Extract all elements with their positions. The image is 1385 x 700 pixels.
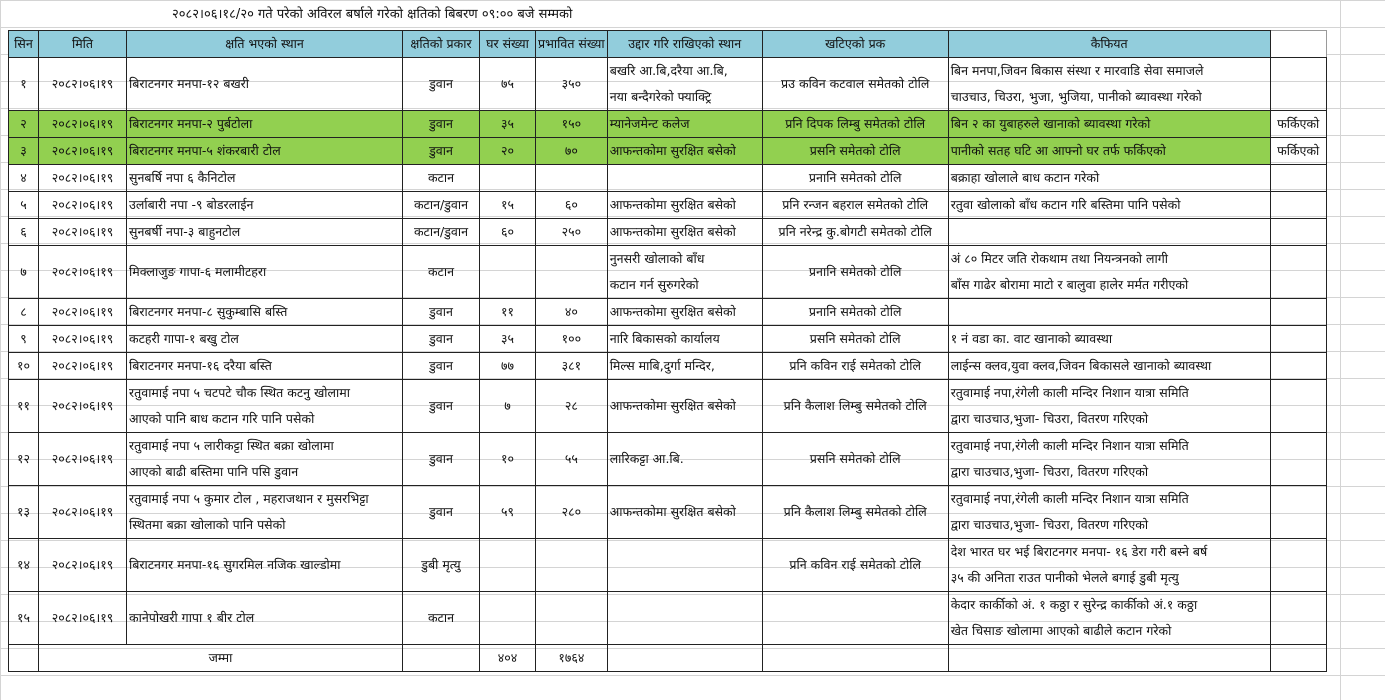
table-row <box>9 111 1327 138</box>
cell-place-line: रतुवामाई नपा ५ चटपटे चौक स्थित कटनु खोलामा <box>129 385 350 400</box>
cell-affected[interactable]: १५० <box>536 111 608 138</box>
table-row <box>9 58 1327 111</box>
cell-affected[interactable]: २५० <box>536 219 608 246</box>
cell-extra[interactable] <box>1270 592 1326 645</box>
table-row <box>9 539 1327 592</box>
cell-extra[interactable] <box>1270 219 1326 246</box>
cell-remarks[interactable] <box>948 165 1270 192</box>
cell-place[interactable] <box>127 326 403 353</box>
cell-houses[interactable]: ७ <box>480 380 536 433</box>
cell-place[interactable] <box>127 380 403 433</box>
cell-affected[interactable]: ४० <box>536 299 608 326</box>
header-rescue[interactable]: उद्दार गरि राखिएको स्थान <box>607 31 762 58</box>
cell-affected[interactable]: ३८१ <box>536 353 608 380</box>
cell-rescue[interactable] <box>607 219 762 246</box>
cell-rescue-line: आफन्तकोमा सुरक्षित बसेको <box>609 304 736 319</box>
cell-rescue[interactable] <box>607 353 762 380</box>
cell-rescue-line: कटान गर्न सुरुगरेको <box>609 277 699 292</box>
cell-team[interactable]: प्रसनि समेतको टोलि <box>762 138 948 165</box>
header-affected[interactable]: प्रभावित संख्या <box>536 31 608 58</box>
cell-houses[interactable] <box>480 539 536 592</box>
cell-date[interactable]: २०८२।०६।१९ <box>39 219 127 246</box>
cell-type[interactable]: डुवान <box>403 486 480 539</box>
cell-houses[interactable]: ३५ <box>480 111 536 138</box>
cell-team[interactable]: प्रनानि समेतको टोलि <box>762 299 948 326</box>
cell-extra[interactable] <box>1270 380 1326 433</box>
cell-date[interactable]: २०८२।०६।१९ <box>39 299 127 326</box>
cell-remarks-line: बिन मनपा,जिवन बिकास संस्था र मारवाडि सेवा समाजले <box>950 63 1204 78</box>
cell-rescue[interactable] <box>607 380 762 433</box>
cell-remarks-line: खेत चिसाङ खोलामा आएको बाढीले कटान गरेको <box>950 623 1172 638</box>
total-affected[interactable]: १७६४ <box>536 645 608 672</box>
cell-place[interactable] <box>127 58 403 111</box>
cell-place[interactable] <box>127 192 403 219</box>
total-cell-type[interactable] <box>403 645 480 672</box>
cell-extra[interactable] <box>1270 192 1326 219</box>
table-row <box>9 138 1327 165</box>
cell-date[interactable]: २०८२।०६।१९ <box>39 111 127 138</box>
cell-date[interactable]: २०८२।०६।१९ <box>39 246 127 299</box>
cell-extra[interactable] <box>1270 58 1326 111</box>
cell-place[interactable] <box>127 246 403 299</box>
table-row <box>9 326 1327 353</box>
cell-houses[interactable]: ७५ <box>480 58 536 111</box>
cell-place[interactable] <box>127 111 403 138</box>
cell-place-line: कानेपोखरी गापा १ बीर टोल <box>129 610 255 625</box>
table-row <box>9 380 1327 433</box>
header-houses[interactable]: घर संख्या <box>480 31 536 58</box>
cell-rescue[interactable] <box>607 58 762 111</box>
cell-remarks[interactable] <box>948 111 1270 138</box>
cell-rescue-line: मिल्स माबि,दुर्गा मन्दिर, <box>609 358 715 373</box>
cell-remarks-line: पानीको सतह घटि आ आफ्नो घर तर्फ फर्किएको <box>950 143 1166 158</box>
total-cell-extra[interactable] <box>1270 645 1326 672</box>
cell-type[interactable]: डुवान <box>403 138 480 165</box>
sheet-title[interactable]: २०८२।०६।१८/२० गते परेको अविरल बर्षाले गरेको क्षतिको बिबरण ०९:०० बजे सम्मको <box>172 7 573 22</box>
cell-remarks[interactable] <box>948 192 1270 219</box>
cell-team[interactable]: प्रनि नरेन्द्र कु.बोगटी समेतको टोलि <box>762 219 948 246</box>
cell-date[interactable]: २०८२।०६।१९ <box>39 58 127 111</box>
cell-remarks[interactable] <box>948 138 1270 165</box>
total-cell-rescue[interactable] <box>607 645 762 672</box>
cell-houses[interactable]: १५ <box>480 192 536 219</box>
cell-extra[interactable] <box>1270 165 1326 192</box>
cell-type[interactable]: डुवान <box>403 353 480 380</box>
cell-rescue[interactable] <box>607 246 762 299</box>
cell-place[interactable] <box>127 486 403 539</box>
cell-team[interactable]: प्रसनि समेतको टोलि <box>762 326 948 353</box>
cell-extra[interactable]: फर्किएको <box>1270 138 1326 165</box>
table-row <box>9 353 1327 380</box>
cell-team[interactable]: प्रनि रन्जन बहराल समेतको टोलि <box>762 192 948 219</box>
cell-place[interactable] <box>127 353 403 380</box>
cell-rescue-line: बखरि आ.बि,दरैया आ.बि, <box>609 63 728 78</box>
cell-remarks-line: बिन २ का युबाहरुले खानाको ब्यावस्था गरेको <box>950 116 1151 131</box>
cell-houses[interactable]: २० <box>480 138 536 165</box>
cell-remarks-line: द्वारा चाउचाउ,भुजा- चिउरा, वितरण गरिएको <box>950 464 1149 479</box>
cell-extra[interactable] <box>1270 539 1326 592</box>
cell-team[interactable] <box>762 592 948 645</box>
cell-remarks-line: अं ८० मिटर जति रोकथाम तथा नियन्त्रनको लागी <box>950 251 1168 266</box>
cell-rescue-line: नया बन्दैगरेको फ्याक्ट्रि <box>609 89 712 104</box>
table-row <box>9 299 1327 326</box>
cell-affected[interactable] <box>536 539 608 592</box>
cell-remarks-line: द्वारा चाउचाउ,भुजा- चिउरा, वितरण गरिएको <box>950 517 1149 532</box>
cell-remarks-line: १ नं वडा का. वाट खानाको ब्यावस्था <box>950 331 1113 346</box>
cell-place[interactable] <box>127 219 403 246</box>
cell-place-line: बिराटनगर मनपा-५ शंकरबारी टोल <box>129 143 281 158</box>
cell-rescue[interactable] <box>607 192 762 219</box>
cell-rescue[interactable] <box>607 299 762 326</box>
cell-date[interactable]: २०८२।०६।१९ <box>39 138 127 165</box>
header-team[interactable]: खटिएको प्रक <box>762 31 948 58</box>
cell-team[interactable]: प्रनि कैलाश लिम्बु समेतको टोलि <box>762 486 948 539</box>
cell-remarks[interactable] <box>948 592 1270 645</box>
cell-remarks[interactable] <box>948 486 1270 539</box>
cell-extra[interactable] <box>1270 433 1326 486</box>
cell-remarks[interactable] <box>948 380 1270 433</box>
cell-affected[interactable]: ३५० <box>536 58 608 111</box>
cell-team[interactable]: प्रनि दिपक लिम्बु समेतको टोलि <box>762 111 948 138</box>
cell-remarks[interactable] <box>948 246 1270 299</box>
cell-rescue-line: आफन्तकोमा सुरक्षित बसेको <box>609 197 736 212</box>
table-row <box>9 219 1327 246</box>
cell-team[interactable]: प्रनानि समेतको टोलि <box>762 246 948 299</box>
cell-extra[interactable] <box>1270 326 1326 353</box>
cell-place-line: आएको पानि बाध कटान गरि पानि पसेको <box>129 411 315 426</box>
cell-houses[interactable]: ६० <box>480 219 536 246</box>
cell-rescue[interactable] <box>607 165 762 192</box>
table-row <box>9 246 1327 299</box>
cell-date[interactable]: २०८२।०६।१९ <box>39 433 127 486</box>
cell-place[interactable] <box>127 138 403 165</box>
cell-type[interactable]: डुबी मृत्यु <box>403 539 480 592</box>
cell-extra[interactable] <box>1270 246 1326 299</box>
cell-date[interactable]: २०८२।०६।१९ <box>39 539 127 592</box>
cell-extra[interactable] <box>1270 353 1326 380</box>
cell-place-line: उर्लाबारी नपा -९ बोडरलाईन <box>129 197 254 212</box>
cell-date[interactable]: २०८२।०६।१९ <box>39 380 127 433</box>
table-row <box>9 433 1327 486</box>
cell-type[interactable]: कटान <box>403 592 480 645</box>
cell-affected[interactable] <box>536 165 608 192</box>
cell-date[interactable]: २०८२।०६।१९ <box>39 486 127 539</box>
cell-type[interactable]: डुवान <box>403 299 480 326</box>
cell-place-line: सुनबर्षी नपा-३ बाहुनटोल <box>129 224 241 239</box>
cell-sn[interactable]: ९ <box>9 326 39 353</box>
cell-rescue[interactable] <box>607 539 762 592</box>
cell-remarks[interactable] <box>948 219 1270 246</box>
cell-affected[interactable]: ६० <box>536 192 608 219</box>
cell-remarks-line: रतुवा खोलाको बाँध कटान गरि बस्तिमा पानि पसेको <box>950 197 1181 212</box>
cell-rescue[interactable] <box>607 433 762 486</box>
cell-extra[interactable] <box>1270 299 1326 326</box>
cell-type[interactable]: कटान <box>403 165 480 192</box>
total-row <box>9 645 1327 672</box>
header-type[interactable]: क्षतिको प्रकार <box>403 31 480 58</box>
cell-type[interactable]: कटान/डुवान <box>403 192 480 219</box>
cell-sn[interactable]: ४ <box>9 165 39 192</box>
cell-type[interactable]: डुवान <box>403 58 480 111</box>
cell-remarks-line: द्वारा चाउचाउ,भुजा- चिउरा, वितरण गरिएको <box>950 411 1149 426</box>
cell-team[interactable]: प्रनि कविन राई समेतको टोलि <box>762 539 948 592</box>
cell-extra[interactable]: फर्किएको <box>1270 111 1326 138</box>
cell-date[interactable]: २०८२।०६।१९ <box>39 592 127 645</box>
cell-type[interactable]: डुवान <box>403 433 480 486</box>
cell-rescue-line: आफन्तकोमा सुरक्षित बसेको <box>609 504 736 519</box>
cell-place-line: सुनबर्षि नपा ६ कैनिटोल <box>129 170 236 185</box>
total-houses[interactable]: ४०४ <box>480 645 536 672</box>
cell-place-line: मिक्लाजुङ गापा-६ मलामीटहरा <box>129 264 267 279</box>
cell-sn[interactable]: १ <box>9 58 39 111</box>
cell-date[interactable]: २०८२।०६।१९ <box>39 326 127 353</box>
cell-place[interactable] <box>127 539 403 592</box>
cell-place-line: रतुवामाई नपा ५ लारीकट्टा स्थित बक्रा खोलामा <box>129 438 334 453</box>
cell-place-line: बिराटनगर मनपा-१६ सुगरमिल नजिक खाल्डोमा <box>129 557 341 572</box>
cell-sn[interactable]: १४ <box>9 539 39 592</box>
header-place[interactable]: क्षति भएको स्थान <box>127 31 403 58</box>
cell-affected[interactable]: २८ <box>536 380 608 433</box>
table-row <box>9 486 1327 539</box>
cell-rescue[interactable] <box>607 326 762 353</box>
cell-place-line: बिराटनगर मनपा-२ पुर्बटोला <box>129 116 253 131</box>
table-row <box>9 592 1327 645</box>
cell-type[interactable]: डुवान <box>403 326 480 353</box>
cell-remarks-line: लाईन्स क्लव,युवा क्लव,जिवन बिकासले खानाको ब्यावस्था <box>950 358 1212 373</box>
cell-date[interactable]: २०८२।०६।१९ <box>39 165 127 192</box>
cell-remarks-line: रतुवामाई नपा,रंगेली काली मन्दिर निशान यात्रा समिति <box>950 385 1189 400</box>
cell-place[interactable] <box>127 165 403 192</box>
cell-houses[interactable]: १० <box>480 433 536 486</box>
cell-place-line: रतुवामाई नपा ५ कुमार टोल , महराजथान र मुसरभिट्टा <box>129 491 369 506</box>
cell-houses[interactable]: ५९ <box>480 486 536 539</box>
cell-sn[interactable]: १५ <box>9 592 39 645</box>
cell-place[interactable] <box>127 299 403 326</box>
cell-affected[interactable] <box>536 246 608 299</box>
cell-sn[interactable]: १० <box>9 353 39 380</box>
table-row <box>9 192 1327 219</box>
cell-sn[interactable]: १३ <box>9 486 39 539</box>
cell-remarks[interactable] <box>948 326 1270 353</box>
header-empty[interactable] <box>1270 31 1326 58</box>
cell-houses[interactable]: ११ <box>480 299 536 326</box>
cell-sn[interactable]: २ <box>9 111 39 138</box>
cell-place-line: बिराटनगर मनपा-८ सुकुम्बासि बस्ति <box>129 304 288 319</box>
damage-report-table <box>8 30 1327 672</box>
cell-place-line: कटहरी गापा-१ बखु टोल <box>129 331 239 346</box>
cell-rescue-line: नारि बिकासको कार्यालय <box>609 331 720 346</box>
total-cell-remarks[interactable] <box>948 645 1270 672</box>
cell-remarks-line: चाउचाउ, चिउरा, भुजा, भुजिया, पानीको ब्यावस्था गरेको <box>950 89 1202 104</box>
cell-remarks[interactable] <box>948 539 1270 592</box>
cell-houses[interactable] <box>480 246 536 299</box>
cell-rescue-line: आफन्तकोमा सुरक्षित बसेको <box>609 143 736 158</box>
cell-sn[interactable]: ६ <box>9 219 39 246</box>
cell-rescue[interactable] <box>607 111 762 138</box>
cell-affected[interactable] <box>536 592 608 645</box>
cell-remarks-line: ३५ की अनिता राउत पानीको भेलले बगाई डुबी मृत्यु <box>950 570 1179 585</box>
table-body <box>9 58 1327 645</box>
total-cell-team[interactable] <box>762 645 948 672</box>
cell-date[interactable]: २०८२।०६।१९ <box>39 353 127 380</box>
cell-remarks-line: बाँस गाढेर बोरामा माटो र बालुवा हालेर मर्मत गरीएको <box>950 277 1189 292</box>
header-remarks[interactable]: कैफियत <box>948 31 1270 58</box>
cell-sn[interactable]: १२ <box>9 433 39 486</box>
total-cell-sn[interactable] <box>9 645 39 672</box>
sheet-title-row <box>0 4 1385 26</box>
cell-houses[interactable] <box>480 592 536 645</box>
cell-team[interactable]: प्रनि कविन राई समेतको टोलि <box>762 353 948 380</box>
cell-place[interactable] <box>127 433 403 486</box>
cell-affected[interactable]: २८० <box>536 486 608 539</box>
cell-rescue[interactable] <box>607 486 762 539</box>
cell-place-line: आएको बाढी बस्तिमा पानि पसि डुवान <box>129 464 299 479</box>
cell-rescue-line: नुनसरी खोलाको बाँध <box>609 251 705 266</box>
cell-remarks-line: केदार कार्कीको अं. १ कठ्ठा र सुरेन्द्र कार्कीको अं.१ कठ्ठा <box>950 597 1198 612</box>
cell-rescue[interactable] <box>607 138 762 165</box>
header-date[interactable]: मिति <box>39 31 127 58</box>
header-sn[interactable]: सिन <box>9 31 39 58</box>
cell-affected[interactable]: १०० <box>536 326 608 353</box>
cell-extra[interactable] <box>1270 486 1326 539</box>
cell-type[interactable]: डुवान <box>403 111 480 138</box>
cell-remarks-line: बक्राहा खोलाले बाध कटान गरेको <box>950 170 1100 185</box>
total-label[interactable]: जम्मा <box>39 645 403 672</box>
cell-remarks-line: देश भारत घर भई बिराटनगर मनपा- १६ डेरा गरी बस्ने बर्ष <box>950 544 1208 559</box>
cell-date[interactable]: २०८२।०६।१९ <box>39 192 127 219</box>
cell-sn[interactable]: ५ <box>9 192 39 219</box>
cell-place-line: बिराटनगर मनपा-१२ बखरी <box>129 76 250 91</box>
cell-remarks-line: रतुवामाई नपा,रंगेली काली मन्दिर निशान यात्रा समिति <box>950 438 1189 453</box>
cell-rescue-line: लारिकट्टा आ.बि. <box>609 451 684 466</box>
cell-type[interactable]: डुवान <box>403 380 480 433</box>
cell-houses[interactable] <box>480 165 536 192</box>
cell-sn[interactable]: ७ <box>9 246 39 299</box>
cell-place-line: बिराटनगर मनपा-१६ दरैया बस्ति <box>129 358 272 373</box>
cell-sn[interactable]: ३ <box>9 138 39 165</box>
cell-type[interactable]: कटान/डुवान <box>403 219 480 246</box>
cell-affected[interactable]: ५५ <box>536 433 608 486</box>
cell-team[interactable]: प्रनि कैलाश लिम्बु समेतको टोलि <box>762 380 948 433</box>
cell-type[interactable]: कटान <box>403 246 480 299</box>
cell-place-line: स्थितमा बक्रा खोलाको पानि पसेको <box>129 517 286 532</box>
cell-remarks[interactable] <box>948 299 1270 326</box>
header-row <box>9 31 1327 58</box>
cell-sn[interactable]: ८ <box>9 299 39 326</box>
cell-affected[interactable]: ७० <box>536 138 608 165</box>
cell-remarks[interactable] <box>948 58 1270 111</box>
cell-rescue[interactable] <box>607 592 762 645</box>
cell-place[interactable] <box>127 592 403 645</box>
cell-houses[interactable]: ७७ <box>480 353 536 380</box>
cell-rescue-line: आफन्तकोमा सुरक्षित बसेको <box>609 224 736 239</box>
table-row <box>9 165 1327 192</box>
cell-team[interactable]: प्रउ कविन कटवाल समेतको टोलि <box>762 58 948 111</box>
cell-remarks[interactable] <box>948 433 1270 486</box>
cell-remarks[interactable] <box>948 353 1270 380</box>
cell-rescue-line: म्यानेजमेन्ट कलेज <box>609 116 690 131</box>
cell-sn[interactable]: ११ <box>9 380 39 433</box>
cell-rescue-line: आफन्तकोमा सुरक्षित बसेको <box>609 398 736 413</box>
cell-team[interactable]: प्रनानि समेतको टोलि <box>762 165 948 192</box>
cell-houses[interactable]: ३५ <box>480 326 536 353</box>
cell-remarks-line: रतुवामाई नपा,रंगेली काली मन्दिर निशान यात्रा समिति <box>950 491 1189 506</box>
cell-team[interactable]: प्रसनि समेतको टोलि <box>762 433 948 486</box>
